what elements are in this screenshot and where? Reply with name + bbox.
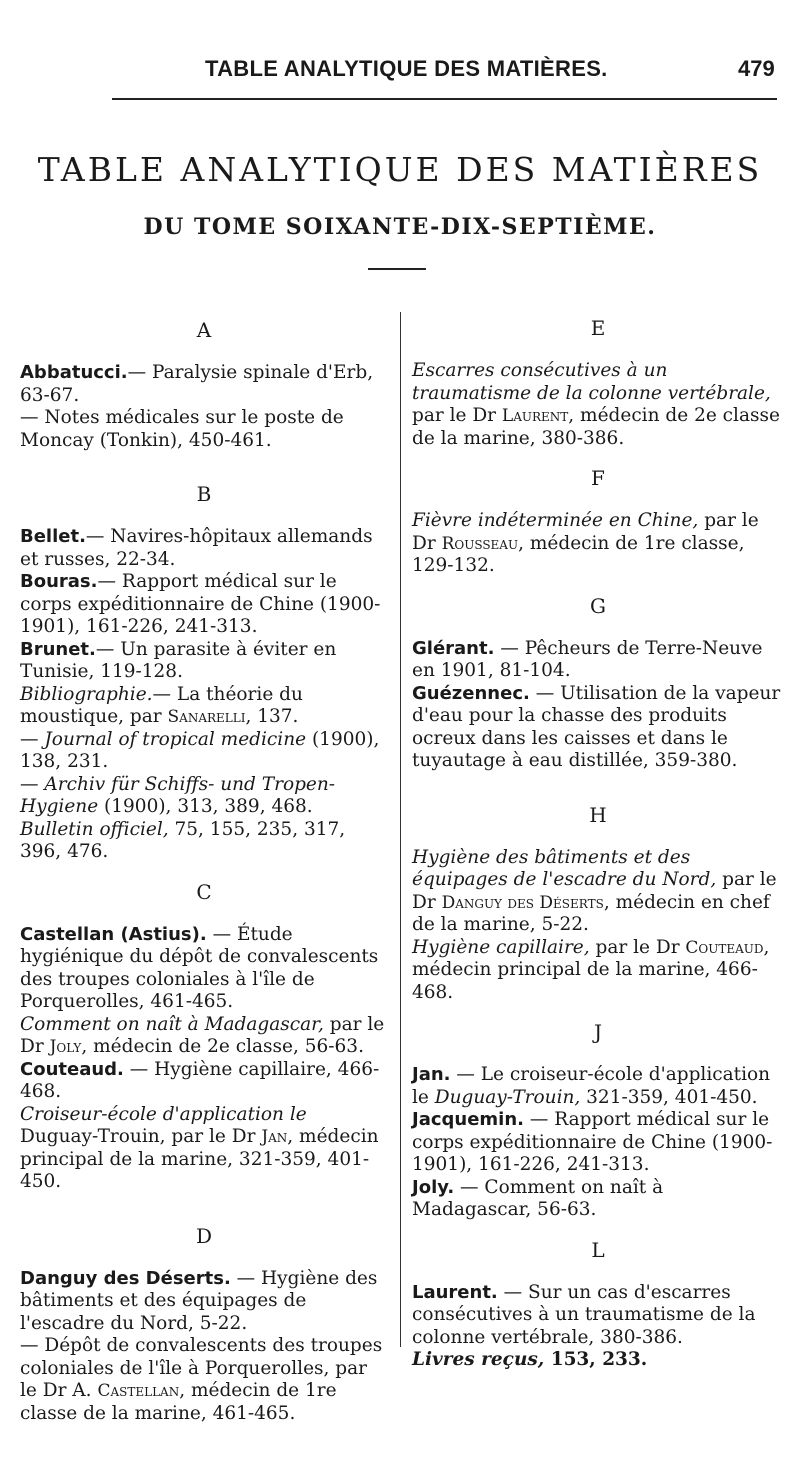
entry-text: par le Dr bbox=[412, 510, 759, 554]
entry-text: — Rapport médical sur le corps expéditionnaire de Chine (1900-1901), 161-226, 241-313. bbox=[412, 1109, 773, 1175]
index-entry-escarres bbox=[412, 360, 784, 450]
entry-text: Duguay-Trouin, par le Dr bbox=[20, 1126, 262, 1147]
entry-name: Castellan (Astius). bbox=[20, 923, 207, 945]
section-letter-a: A bbox=[196, 318, 212, 342]
entry-title: Livres reçus, bbox=[412, 1349, 545, 1370]
entry-title: Croiseur-école d'application le bbox=[20, 1103, 307, 1125]
page-subtitle: DU TOME SOIXANTE-DIX-SEPTIÈME. bbox=[143, 214, 657, 240]
entry-text: — Paralysie spinale d'Erb, 63-67. bbox=[20, 362, 374, 406]
index-entry-guezennec bbox=[412, 683, 784, 773]
index-entry-bulletin bbox=[20, 819, 388, 864]
index-entry-fievre bbox=[412, 510, 784, 578]
entry-text: , médecin principal de la marine, 321-359, 401-450. bbox=[20, 1126, 379, 1192]
running-title: TABLE ANALYTIQUE DES MATIÈRES. bbox=[205, 56, 608, 81]
entry-text: 75, 155, 235, 317, 396, 476. bbox=[20, 818, 346, 862]
index-entry-abbatucci bbox=[20, 362, 388, 407]
index-entry-couteaud bbox=[20, 1059, 388, 1104]
section-letter-g: G bbox=[590, 593, 606, 618]
index-entry-croiseur bbox=[20, 1104, 388, 1194]
entry-name: Bouras. bbox=[20, 571, 98, 592]
entry-text: 153, 233. bbox=[544, 1349, 648, 1370]
entry-title: Hygiène capillaire, bbox=[412, 936, 590, 958]
index-subentry: — Notes médicales sur le poste de Moncay (Tonkin), 450-461. bbox=[20, 407, 344, 451]
entry-text: — Comment on naît à Madagascar, 56-63. bbox=[412, 1176, 664, 1220]
entry-name: Danguy des Déserts. bbox=[20, 1267, 231, 1289]
entry-author: Sanarelli bbox=[167, 707, 246, 727]
entry-name: Brunet. bbox=[20, 638, 96, 660]
index-entry-castellan bbox=[20, 924, 388, 1014]
entry-text: , médecin de 1re classe, 129-132. bbox=[412, 532, 745, 576]
entry-author: Jan bbox=[261, 1127, 288, 1147]
left-column bbox=[20, 318, 388, 1425]
section-letter-d: D bbox=[195, 1223, 213, 1248]
entry-title: Escarres consécutives à un traumatisme de la colonne vertébrale, bbox=[412, 360, 771, 404]
index-entry-bellet bbox=[20, 526, 388, 571]
entry-name: Guézennec. bbox=[412, 682, 530, 704]
entry-text: — Hygiène capillaire, 466-468. bbox=[20, 1058, 380, 1102]
index-subentry-depot bbox=[20, 1335, 388, 1425]
entry-text: 321-359, 401-450. bbox=[580, 1086, 758, 1108]
index-entry-brunet bbox=[20, 639, 388, 684]
entry-text: (1900), 313, 389, 468. bbox=[98, 796, 313, 817]
entry-text: — Utilisation de la vapeur d'eau pour la chasse des produits ocreux dans les caisses et dans le tuyautage à eau distillée, 359-380. bbox=[412, 682, 781, 771]
entry-title: Comment on naît à Madagascar, bbox=[20, 1013, 324, 1035]
entry-text: , médecin de 2e classe de la marine, 380-386. bbox=[412, 405, 780, 449]
column-divider bbox=[400, 312, 401, 1347]
entry-text: — La théorie du moustique, par bbox=[20, 683, 303, 727]
entry-name: Abbatucci. bbox=[20, 362, 128, 383]
running-head bbox=[0, 46, 800, 86]
index-entry-livres bbox=[412, 1349, 784, 1372]
index-entry-joly bbox=[412, 1177, 784, 1222]
index-entry-danguy bbox=[20, 1268, 388, 1336]
section-letter-e: E bbox=[590, 316, 606, 340]
entry-name: Bellet. bbox=[20, 526, 86, 547]
right-column bbox=[412, 316, 784, 1372]
index-entry-bouras bbox=[20, 571, 388, 639]
entry-dash: — bbox=[20, 728, 45, 750]
entry-author: Rousseau bbox=[441, 533, 519, 554]
entry-text: (1900), 138, 231. bbox=[20, 728, 380, 772]
entry-text: — Étude hygiénique du dépôt de convalescents des troupes coloniales à l'île de Porquerolles, 461-465. bbox=[20, 923, 379, 1012]
entry-name: Joly. bbox=[412, 1176, 455, 1198]
title-rule bbox=[368, 268, 426, 270]
entry-text: , 137. bbox=[245, 706, 299, 727]
entry-title: Fièvre indéterminée en Chine, bbox=[412, 510, 699, 531]
entry-author: Couteaud bbox=[685, 937, 764, 958]
section-letter-j: J bbox=[593, 1020, 603, 1044]
entry-title: Bibliographie. bbox=[20, 683, 153, 705]
entry-text: — Dépôt de convalescents des troupes coloniales de l'île à Porquerolles, par le Dr A. bbox=[20, 1335, 383, 1401]
entry-text: par le Dr bbox=[20, 1013, 385, 1057]
section-letter-b: B bbox=[196, 482, 212, 506]
entry-title: Hygiène des bâtiments et des équipages de l'escadre du Nord, bbox=[412, 846, 717, 890]
index-subentry-archiv bbox=[20, 774, 388, 819]
entry-text: , médecin de 2e classe, 56-63. bbox=[81, 1036, 364, 1057]
entry-text: — Sur un cas d'escarres consécutives à un traumatisme de la colonne vertébrale, 380-386. bbox=[412, 1281, 756, 1348]
index-entry-jacquemin bbox=[412, 1109, 784, 1177]
entry-text: — Pêcheurs de Terre-Neuve en 1901, 81-104. bbox=[412, 637, 763, 681]
entry-name: Jacquemin. bbox=[412, 1109, 524, 1130]
index-entry-hygiene-capillaire bbox=[412, 937, 784, 1005]
entry-text: — Un parasite à éviter en Tunisie, 119-128. bbox=[20, 638, 337, 682]
index-entry-jan bbox=[412, 1064, 784, 1109]
entry-dash: — bbox=[20, 773, 45, 795]
entry-text: par le Dr bbox=[412, 869, 777, 913]
entry-author: Danguy des Déserts bbox=[441, 892, 604, 913]
section-letter-l: L bbox=[591, 1237, 605, 1262]
entry-title: Duguay-Trouin, bbox=[434, 1086, 581, 1108]
entry-text: par le Dr bbox=[412, 405, 502, 426]
index-entry-glerant bbox=[412, 638, 784, 683]
entry-text: , médecin principal de la marine, 466-468. bbox=[412, 936, 770, 1003]
index-entry-comment bbox=[20, 1014, 388, 1059]
entry-name: Jan. bbox=[412, 1064, 451, 1085]
entry-text: — Rapport médical sur le corps expéditionnaire de Chine (1900-1901), 161-226, 241-313. bbox=[20, 571, 381, 637]
entry-text: par le Dr bbox=[589, 936, 686, 958]
entry-text: , médecin en chef de la marine, 5-22. bbox=[412, 891, 770, 935]
index-subentry-journal bbox=[20, 729, 388, 774]
entry-author: Castellan bbox=[97, 1381, 180, 1401]
index-entry-laurent bbox=[412, 1282, 784, 1350]
section-letter-h: H bbox=[589, 802, 607, 827]
index-entry-bibliographie bbox=[20, 684, 388, 729]
entry-text: — Navires-hôpitaux allemands et russes, 22-34. bbox=[20, 526, 373, 570]
entry-title: Archiv für Schiffs- und Tropen-Hygiene bbox=[20, 773, 336, 817]
entry-author: Laurent bbox=[501, 406, 569, 426]
page-number: 479 bbox=[738, 56, 775, 81]
entry-title: Bulletin officiel, bbox=[20, 818, 169, 840]
section-letter-c: C bbox=[196, 879, 212, 904]
entry-author: Joly bbox=[49, 1037, 82, 1057]
entry-text: — Hygiène des bâtiments et des équipages de l'escadre du Nord, 5-22. bbox=[20, 1267, 378, 1334]
entry-text: , médecin de 1re classe de la marine, 461-465. bbox=[20, 1380, 337, 1424]
entry-name: Laurent. bbox=[412, 1281, 498, 1303]
entry-text: — Le croiseur-école d'application le bbox=[412, 1064, 771, 1108]
entry-name: Couteaud. bbox=[20, 1058, 124, 1080]
header-rule bbox=[112, 98, 777, 100]
section-letter-f: F bbox=[591, 466, 605, 490]
entry-title: Journal of tropical medicine bbox=[44, 728, 307, 750]
index-entry-hygiene-batiments bbox=[412, 847, 784, 937]
page-title: TABLE ANALYTIQUE DES MATIÈRES bbox=[37, 150, 763, 189]
entry-name: Glérant. bbox=[412, 637, 495, 659]
